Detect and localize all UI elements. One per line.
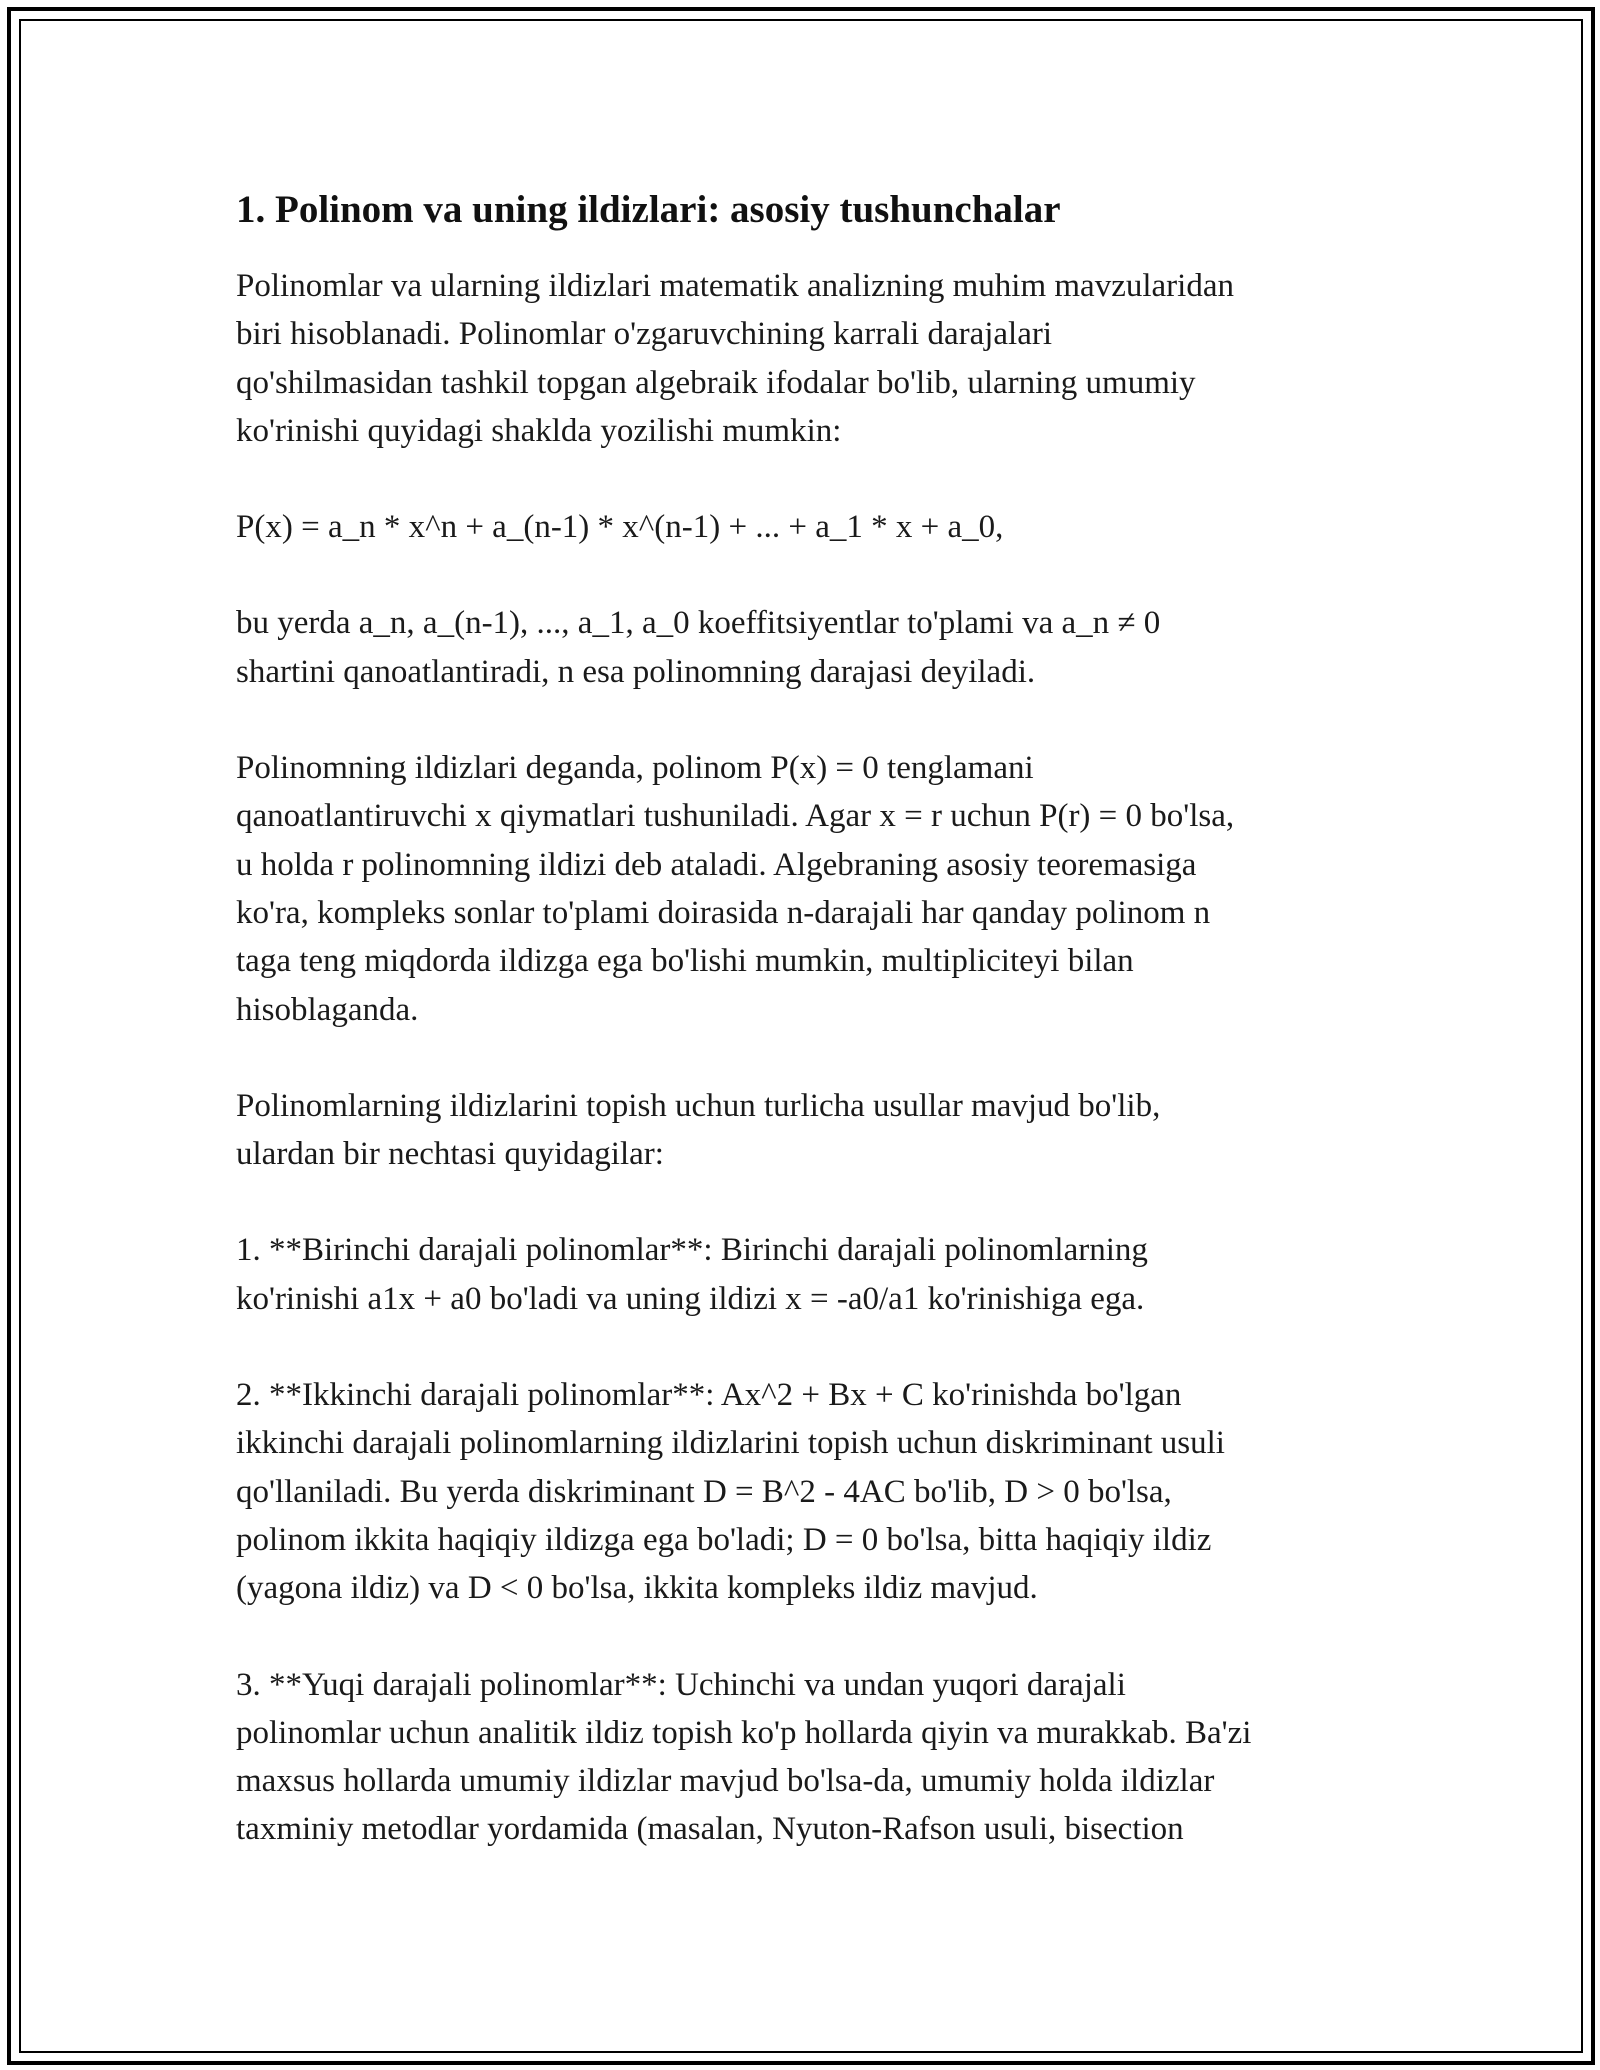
paragraph-methods-intro [236, 1082, 1366, 1179]
list-item-higher-degree [236, 1661, 1366, 1854]
text-line: qanoatlantiruvchi x qiymatlari tushuniladi. Agar x = r uchun P(r) = 0 bo'lsa, [236, 798, 1235, 835]
text-line: qo'shilmasidan tashkil topgan algebraik ifodalar bo'lib, ularning umumiy [236, 364, 1196, 401]
text-line: Polinomning ildizlari deganda, polinom P(x) = 0 tenglamani [236, 750, 1034, 787]
text-line: (yagona ildiz) va D < 0 bo'lsa, ikkita kompleks ildiz mavjud. [236, 1570, 1038, 1607]
text-line: maxsus hollarda umumiy ildizlar mavjud bo'lsa-da, umumiy holda ildizlar [236, 1763, 1215, 1800]
text-line: shartini qanoatlantiradi, n esa polinomning darajasi deyiladi. [236, 653, 1036, 690]
text-line: polinom ikkita haqiqiy ildizga ega bo'ladi; D = 0 bo'lsa, bitta haqiqiy ildiz [236, 1521, 1212, 1558]
text-line: bu yerda a_n, a_(n-1), ..., a_1, a_0 koeffitsiyentlar to'plami va a_n ≠ 0 [236, 605, 1161, 642]
text-line: 1. **Birinchi darajali polinomlar**: Birinchi darajali polinomlarning [236, 1232, 1148, 1269]
text-line: polinomlar uchun analitik ildiz topish ko'p hollarda qiyin va murakkab. Ba'zi [236, 1714, 1252, 1751]
section-heading: 1. Polinom va uning ildizlari: asosiy tushunchalar [236, 188, 1061, 231]
text-line: taga teng miqdorda ildizga ega bo'lishi mumkin, multipliciteyi bilan [236, 943, 1134, 980]
text-line: 2. **Ikkinchi darajali polinomlar**: Ax^2 + Bx + C ko'rinishda bo'lgan [236, 1377, 1182, 1414]
text-line: 3. **Yuqi darajali polinomlar**: Uchinchi va undan yuqori darajali [236, 1666, 1126, 1703]
text-line: ko'rinishi a1x + a0 bo'ladi va uning ildizi x = -a0/a1 ko'rinishiga ega. [236, 1280, 1145, 1317]
text-line: taxminiy metodlar yordamida (masalan, Nyuton-Rafson usuli, bisection [236, 1811, 1184, 1848]
text-line: ikkinchi darajali polinomlarning ildizlarini topish uchun diskriminant usuli [236, 1425, 1225, 1462]
paragraph-intro [236, 262, 1366, 455]
text-line: ko'ra, kompleks sonlar to'plami doirasida n-darajali har qanday polinom n [236, 894, 1211, 931]
list-item-second-degree [236, 1371, 1366, 1612]
paragraph-roots-definition [236, 744, 1366, 1034]
text-line: ulardan bir nechtasi quyidagilar: [236, 1136, 664, 1173]
text-line: Polinomlarning ildizlarini topish uchun turlicha usullar mavjud bo'lib, [236, 1087, 1161, 1124]
text-line: Polinomlar va ularning ildizlari matematik analizning muhim mavzularidan [236, 268, 1234, 304]
text-line: qo'llaniladi. Bu yerda diskriminant D = B^2 - 4AC bo'lib, D > 0 bo'lsa, [236, 1473, 1172, 1510]
polynomial-formula: P(x) = a_n * x^n + a_(n-1) * x^(n-1) + ... + a_1 * x + a_0, [236, 509, 1004, 546]
text-line: biri hisoblanadi. Polinomlar o'zgaruvchining karrali darajalari [236, 316, 1053, 353]
document-body [236, 186, 1366, 1902]
paragraph-coefficients [236, 599, 1366, 696]
text-line: u holda r polinomning ildizi deb ataladi. Algebraning asosiy teoremasiga [236, 846, 1197, 883]
text-line: ko'rinishi quyidagi shaklda yozilishi mumkin: [236, 412, 842, 449]
text-line: hisoblaganda. [236, 991, 419, 1028]
paragraph-formula [236, 503, 1366, 551]
list-item-first-degree [236, 1226, 1366, 1323]
